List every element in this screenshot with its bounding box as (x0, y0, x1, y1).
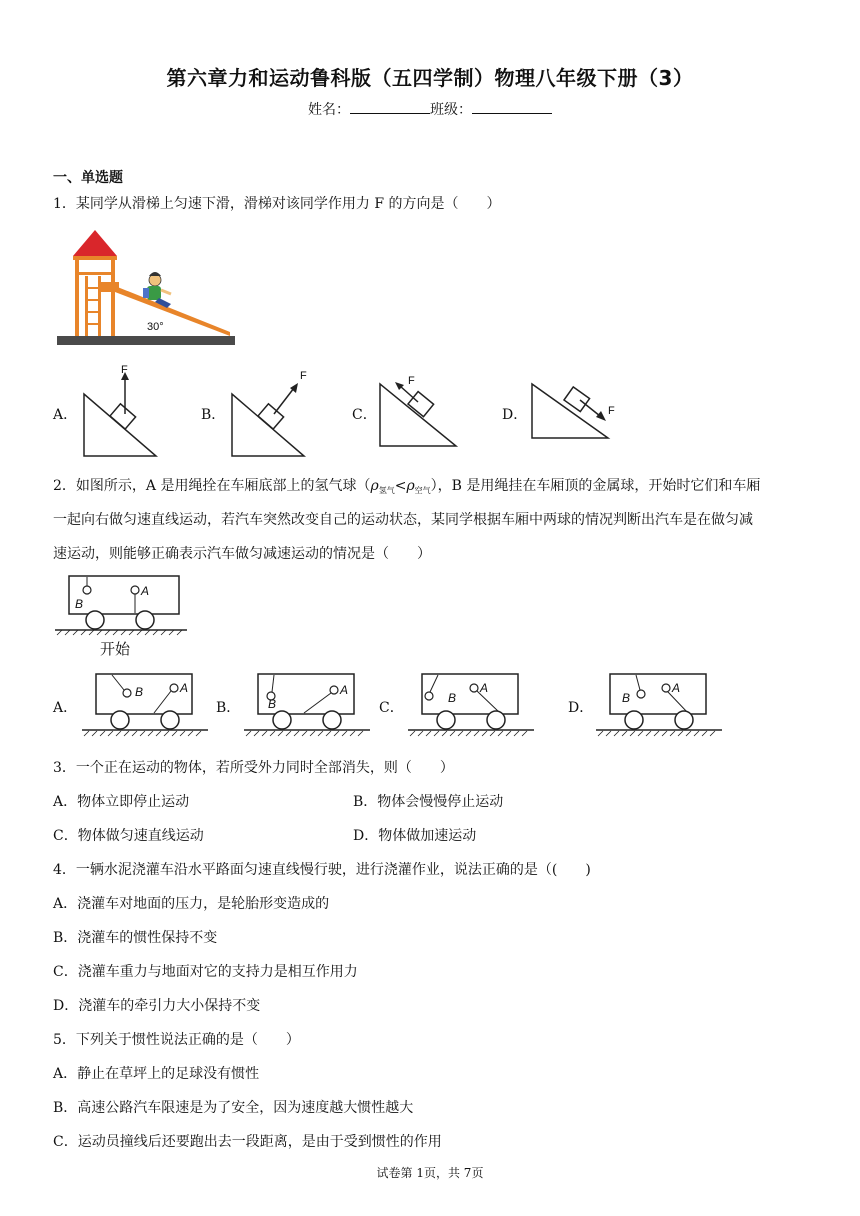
ground-bar (57, 336, 235, 345)
svg-text:B: B (75, 597, 84, 611)
svg-text:B: B (268, 697, 277, 711)
section-heading: 一、单选题 (53, 170, 123, 186)
q1-option-d-label: D． (502, 407, 528, 423)
svg-text:F: F (300, 370, 307, 382)
slide-figure (55, 228, 240, 350)
question-3-stem: 3．一个正在运动的物体，若所受外力同时全部消失，则（ ） (53, 760, 454, 776)
q2-option-d-figure (596, 672, 724, 738)
q2-option-c-label: C． (379, 700, 404, 716)
class-label: 班级： (430, 102, 472, 118)
svg-text:A: A (480, 681, 489, 695)
question-2-line-2: 一起向右做匀速直线运动，若汽车突然改变自己的运动状态，某同学根据车厢中两球的情况判断出汽车是在做匀减 (53, 512, 753, 528)
question-1-stem: 1．某同学从滑梯上匀速下滑，滑梯对该同学作用力 F 的方向是（ ） (53, 196, 501, 212)
q5-option-b: B．高速公路汽车限速是为了安全，因为速度越大惯性越大 (53, 1100, 414, 1116)
q3-option-a: A．物体立即停止运动 (53, 794, 190, 810)
q2-option-a-label: A． (53, 700, 78, 716)
question-4-stem: 4．一辆水泥浇灌车沿水平路面匀速直线慢行驶，进行浇灌作业，说法正确的是（( ) (53, 862, 591, 878)
svg-text:B: B (622, 691, 631, 705)
q1-option-a-figure (82, 364, 172, 460)
svg-text:B: B (135, 685, 144, 699)
svg-text:F: F (408, 375, 415, 387)
class-blank (472, 101, 552, 114)
question-2-line-3: 速运动，则能够正确表示汽车做匀减速运动的情况是（ ） (53, 546, 431, 562)
svg-text:A: A (180, 681, 189, 695)
question-5-stem: 5．下列关于惯性说法正确的是（ ） (53, 1032, 300, 1048)
q5-option-c: C．运动员撞线后还要跑出去一段距离，是由于受到惯性的作用 (53, 1134, 442, 1150)
cart-start-figure (55, 574, 190, 636)
q4-option-b: B．浇灌车的惯性保持不变 (53, 930, 218, 946)
q4-option-d: D．浇灌车的牵引力大小保持不变 (53, 998, 261, 1014)
q4-option-a: A．浇灌车对地面的压力，是轮胎形变造成的 (53, 896, 330, 912)
q5-option-a: A．静止在草坪上的足球没有惯性 (53, 1066, 260, 1082)
q2-option-b-label: B． (216, 700, 241, 716)
name-blank (350, 101, 430, 114)
name-label: 姓名： (308, 102, 350, 118)
q3-option-d: D．物体做加速运动 (353, 828, 477, 844)
q1-option-c-figure (378, 364, 468, 460)
svg-text:B: B (448, 691, 457, 705)
q2-option-c-figure (408, 672, 536, 738)
name-class-line (0, 99, 860, 119)
page-title: 第六章力和运动鲁科版（五四学制）物理八年级下册（3） (166, 66, 694, 90)
q1-option-d-figure (530, 364, 625, 460)
q2-option-d-label: D． (568, 700, 594, 716)
svg-text:F: F (121, 364, 128, 376)
svg-text:F: F (608, 405, 615, 417)
tower-post-left (75, 258, 79, 336)
q2-option-a-figure (82, 672, 210, 738)
page-footer: 试卷第 1页，共 7页 (376, 1166, 484, 1180)
q4-option-c: C．浇灌车重力与地面对它的支持力是相互作用力 (53, 964, 358, 980)
tower-post-right (111, 258, 115, 336)
q3-option-c: C．物体做匀速直线运动 (53, 828, 204, 844)
q1-option-c-label: C． (352, 407, 377, 423)
slide-angle-label: 30° (147, 321, 164, 333)
q3-option-b: B．物体会慢慢停止运动 (353, 794, 504, 810)
svg-text:A: A (340, 683, 349, 697)
start-label: 开始 (100, 640, 131, 658)
q1-option-b-figure (230, 364, 320, 460)
svg-text:A: A (141, 584, 150, 598)
slide-ramp (115, 286, 230, 336)
svg-text:A: A (672, 681, 681, 695)
q1-option-b-label: B． (201, 407, 226, 423)
q2-option-b-figure (244, 672, 372, 738)
q1-option-a-label: A． (53, 407, 78, 423)
tower-roof (73, 230, 117, 256)
question-2-line-1: 2．如图所示，A 是用绳拴在车厢底部上的氢气球$(\rho_{氢气}<\rho_{空气})$，B 是用绳挂在车厢顶的金属球，开始时它们和车厢 (53, 478, 761, 495)
